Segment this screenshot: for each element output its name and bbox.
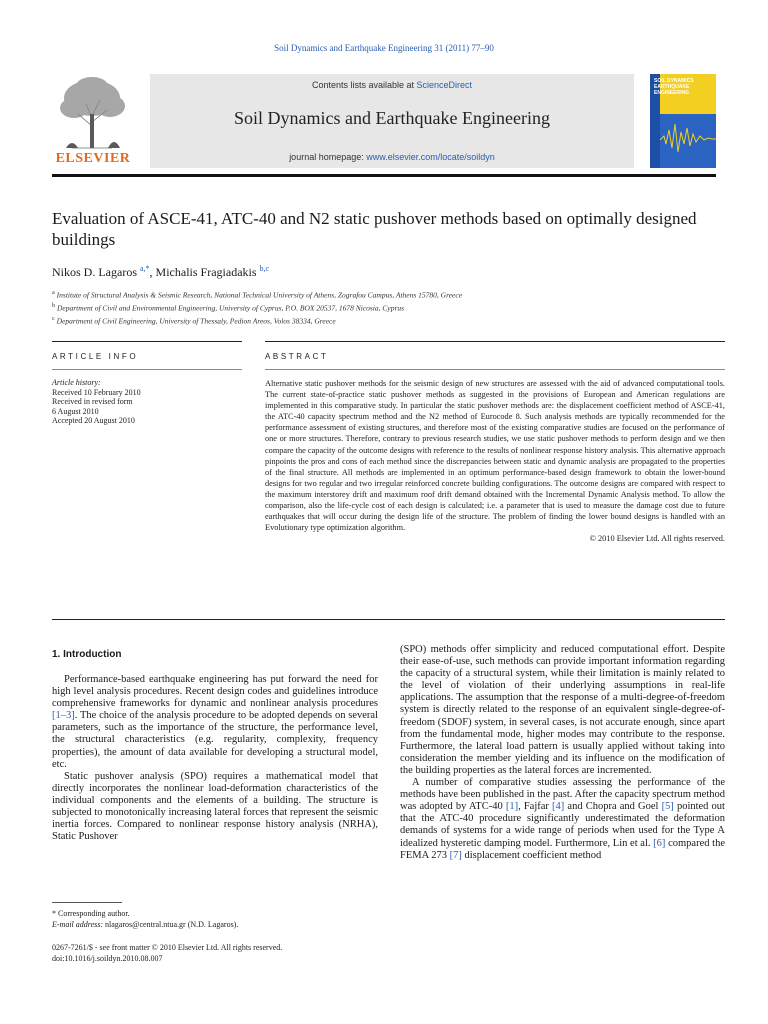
abstract-text: Alternative static pushover methods for the seismic design of new structures are assessed with the aid of advanced computational tools. The current state-of-practice static pushover methods as suggested in the provisions of European and American regulations are implemented in this comparative study. In particular the static pushover methods are: the displacement coefficient method of ASCE-41, the ATC-40 capacity spectrum method and the N2 method of Eurocode 8. Such analysis methods are typically recommended for the performance assessment of existing structures, and therefore most of the existing comparative studies are focused on the performance of one or more structures. Therefore, contrary to previous research studies, we use static pushover methods to perform design and we then compare the capacity of the outcome designs with reference to the results of nonlinear response history analysis. This alternative approach pinpoints the pros and cons of each method since the discrepancies between static and dynamic analysis are propagated to the properties of the final structure. All methods are implemented in an optimum performance-based design framework to obtain the lower-bound designs for two regular and two irregular reinforced concrete building configurations. The outcome designs are compared with respect to the maximum interstorey drift and maximum roof drift demand obtained with the Incremental Dynamic Analysis method. To allow the comparison, also the life-cycle cost of each design is calculated; i.e. a parameter that is used to measure the damage cost due to future earthquakes that will occur during the design life of the structure. The problem of finding the lower bound designs is handled with an Evolutionary type optimization algorithm.	[265, 379, 725, 533]
corresponding-author-note	[52, 908, 382, 930]
history-line: Received in revised form	[52, 397, 133, 406]
section-heading-introduction: 1. Introduction	[52, 649, 122, 660]
header-rule	[52, 174, 716, 177]
journal-citation[interactable]: Soil Dynamics and Earthquake Engineering 31 (2011) 77–90	[274, 43, 494, 53]
sciencedirect-link[interactable]: ScienceDirect	[416, 80, 473, 90]
abstract-top-rule	[265, 341, 725, 342]
history-line: Accepted 20 August 2010	[52, 416, 135, 425]
affiliation-line: $^c$ Department of Civil Engineering, University of Thessaly, Pedion Areos, Volos 38334, Greece	[52, 315, 336, 326]
masthead-band	[150, 74, 634, 168]
citation-link[interactable]: [5]	[661, 801, 674, 813]
issn-line: 0267-7261/$ - see front matter © 2010 Elsevier Ltd. All rights reserved.	[52, 943, 283, 952]
info-sub-rule	[52, 369, 242, 370]
article-info-heading: ARTICLE INFO	[52, 352, 139, 361]
right-text-column	[400, 644, 725, 862]
history-line: 6 August 2010	[52, 406, 99, 416]
abstract-bottom-rule	[52, 619, 725, 620]
doi-line[interactable]: doi:10.1016/j.soildyn.2010.08.007	[52, 954, 163, 963]
citation-link[interactable]: [7]	[449, 849, 462, 861]
info-top-rule	[52, 341, 242, 342]
body-paragraph: Performance-based earthquake engineering has put forward the need for high level analysis procedures. Recent design codes and guidelines introduce comprehensive frameworks for dynamic and nonlinear analysis procedures [1–3]. The choice of the analysis procedure to be adopted depends on several parameters, such as the importance of the structure, the performance level, the structural characteristics (e.g. regularity, complexity, frequency properties), the amount of data available for developing a structural model, etc.	[52, 674, 378, 770]
body-paragraph: A number of comparative studies assessing the performance of the methods have been published in the past. After the capacity spectrum method was adopted by ATC-40 [1], Fajfar [4] and Chopra and Goel [5] pointed out that the ATC-40 procedure significantly underestimated the deformation demands of systems for a wide range of periods when used for the Type A idealized hysteretic damping model. Furthermore, Lin et al. [6] compared the FEMA 273 [7] displacement coefficient method	[400, 777, 725, 861]
author-list	[52, 264, 269, 280]
abstract-body	[265, 378, 725, 544]
homepage-prefix: journal homepage:	[289, 152, 367, 162]
corresponding-label: * Corresponding author.	[52, 909, 130, 918]
author-name[interactable]: Michalis Fragiadakis	[155, 265, 257, 279]
citation-link[interactable]: [1]	[505, 801, 519, 813]
citation-link[interactable]: [4]	[552, 801, 565, 813]
contents-line	[150, 80, 634, 90]
journal-cover-thumbnail[interactable]	[650, 74, 716, 168]
body-paragraph: (SPO) methods offer simplicity and reduced computational effort. Despite their ease-of-use, such methods can provide important information regarding the capacity of a structural system, while their limitation is mainly related to the level of violation of their underlying assumptions in real-life applications. The assumption that the response of a multi-degree-of-freedom system is directly related to the response of an equivalent single-degree-of-freedom (SDOF) system, in several cases, is not accurate enough, since apart from the fundamental mode, higher modes may contribute to the response. Furthermore, the lateral load pattern is usually applied without taking into consideration the member yielding and its influence on the modification of the building properties as the lateral forces are incremented.	[400, 644, 725, 776]
history-line: Received 10 February 2010	[52, 387, 141, 397]
author-separator: ,	[149, 265, 156, 279]
citation-link[interactable]: [6]	[653, 837, 666, 849]
body-paragraph: Static pushover analysis (SPO) requires a mathematical model that directly incorporates the nonlinear load-deformation characteristics of the individual components and the elements of a building. The structure is subjected to monotonically increasing lateral forces that represent the seismic inertia forces. Compared to nonlinear response history analysis (NRHA), Static Pushover	[52, 770, 378, 843]
history-label: Article history:	[52, 378, 101, 387]
journal-name: Soil Dynamics and Earthquake Engineering	[234, 108, 550, 128]
affiliation-line: $^b$ Department of Civil and Environmental Engineering, University of Cyprus, P.O. BOX 20537, 1678 Nicosia, Cyprus	[52, 302, 405, 313]
issn-doi	[52, 942, 382, 964]
abstract-copyright: © 2010 Elsevier Ltd. All rights reserved.	[589, 534, 725, 544]
contents-prefix: Contents lists available at	[311, 80, 417, 90]
article-title: Evaluation of ASCE-41, ATC-40 and N2 static pushover methods based on optimally designed buildings	[52, 209, 697, 249]
author-name[interactable]: Nikos D. Lagaros	[52, 265, 137, 279]
author-marks[interactable]: a,*	[139, 264, 150, 273]
affiliations	[52, 288, 716, 327]
journal-homepage-link[interactable]: www.elsevier.com/locate/soildyn	[366, 152, 495, 162]
email-line: E-mail address: nlagaros@central.ntua.gr (N.D. Lagaros).	[52, 920, 239, 929]
email-address[interactable]: nlagaros@central.ntua.gr (N.D. Lagaros).	[103, 920, 239, 929]
left-text-column	[52, 674, 378, 843]
tree-icon	[52, 74, 134, 150]
journal-masthead	[52, 74, 716, 172]
elsevier-logo[interactable]	[52, 74, 134, 168]
footnote-rule	[52, 902, 122, 903]
homepage-line	[150, 152, 634, 162]
elsevier-wordmark: ELSEVIER	[55, 151, 131, 166]
article-history	[52, 378, 242, 426]
affiliation-line: $^a$ Institute of Structural Analysis & Seismic Research, National Technical University of Athens, Zografou Campus, Athens 15780, Greece	[52, 289, 463, 300]
citation-link[interactable]: [1–3]	[52, 710, 75, 722]
cover-title: SOIL DYNAMICS EARTHQUAKE ENGINEERING	[654, 78, 694, 96]
abstract-sub-rule	[265, 369, 725, 370]
author-marks[interactable]: b,c	[259, 264, 270, 273]
abstract-heading: ABSTRACT	[265, 352, 329, 361]
